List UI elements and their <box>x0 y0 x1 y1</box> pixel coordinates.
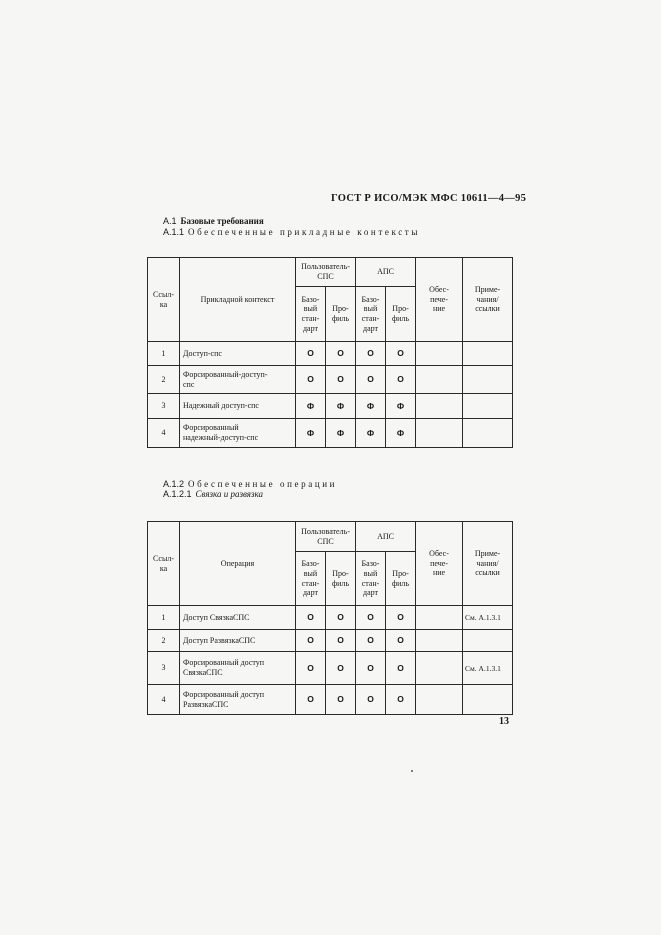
header-name: Прикладной контекст <box>180 258 296 342</box>
cell-value: О <box>386 366 416 394</box>
header-aps: АПС <box>356 258 416 287</box>
application-contexts-table <box>147 257 513 448</box>
table-row <box>148 394 513 419</box>
cell-provision <box>416 419 463 448</box>
cell-ref: 4 <box>148 419 180 448</box>
cell-value: Ф <box>296 394 326 419</box>
cell-value: О <box>326 630 356 652</box>
header-profile: Про- филь <box>326 287 356 342</box>
cell-note: См. А.1.3.1 <box>463 606 513 630</box>
header-notes: Приме- чания/ ссылки <box>463 522 513 606</box>
cell-ref: 2 <box>148 366 180 394</box>
cell-name: Форсированный-доступ- спс <box>180 366 296 394</box>
cell-value: Ф <box>296 419 326 448</box>
cell-note <box>463 685 513 715</box>
header-base-standard: Базо- вый стан- дарт <box>356 552 386 606</box>
cell-name: Доступ РазвязкаСПС <box>180 630 296 652</box>
cell-ref: 1 <box>148 606 180 630</box>
cell-provision <box>416 685 463 715</box>
cell-note <box>463 394 513 419</box>
cell-value: О <box>386 630 416 652</box>
cell-value: О <box>296 652 326 685</box>
header-ref: Ссыл- ка <box>148 522 180 606</box>
table-row <box>148 366 513 394</box>
table-row <box>148 652 513 685</box>
header-notes: Приме- чания/ ссылки <box>463 258 513 342</box>
header-name: Операция <box>180 522 296 606</box>
cell-value: О <box>386 685 416 715</box>
cell-provision <box>416 606 463 630</box>
header-base-standard: Базо- вый стан- дарт <box>296 287 326 342</box>
table-row <box>148 630 513 652</box>
cell-value: О <box>296 606 326 630</box>
section-a1-heading <box>163 216 264 226</box>
header-profile: Про- филь <box>386 287 416 342</box>
page-number: 13 <box>499 716 509 727</box>
scan-speck <box>411 770 413 772</box>
header-ref: Ссыл- ка <box>148 258 180 342</box>
operations-table <box>147 521 513 715</box>
section-number: А.1.2.1 <box>163 489 192 499</box>
section-number: А.1 <box>163 216 177 226</box>
table-header-row <box>148 522 513 552</box>
cell-value: О <box>326 685 356 715</box>
header-base-standard: Базо- вый стан- дарт <box>356 287 386 342</box>
table-row <box>148 606 513 630</box>
cell-value: О <box>356 606 386 630</box>
header-profile: Про- филь <box>326 552 356 606</box>
table-header-row <box>148 258 513 287</box>
section-title: Связка и развязка <box>195 489 263 499</box>
cell-provision <box>416 652 463 685</box>
header-aps: АПС <box>356 522 416 552</box>
cell-value: О <box>356 685 386 715</box>
table-row <box>148 685 513 715</box>
header-base-standard: Базо- вый стан- дарт <box>296 552 326 606</box>
cell-name: Форсированный доступ СвязкаСПС <box>180 652 296 685</box>
cell-provision <box>416 366 463 394</box>
header-profile: Про- филь <box>386 552 416 606</box>
section-a11-heading <box>163 227 420 237</box>
cell-name: Надежный доступ-спс <box>180 394 296 419</box>
section-a12-heading <box>163 479 337 489</box>
cell-ref: 2 <box>148 630 180 652</box>
table-row <box>148 342 513 366</box>
header-provision: Обес- пече- ние <box>416 258 463 342</box>
cell-value: Ф <box>356 394 386 419</box>
cell-value: О <box>356 652 386 685</box>
cell-provision <box>416 342 463 366</box>
cell-value: О <box>326 366 356 394</box>
cell-value: О <box>296 342 326 366</box>
cell-value: О <box>356 342 386 366</box>
cell-value: О <box>326 606 356 630</box>
cell-name: Форсированный надежный-доступ-спс <box>180 419 296 448</box>
table-row <box>148 419 513 448</box>
cell-ref: 3 <box>148 394 180 419</box>
cell-ref: 4 <box>148 685 180 715</box>
cell-value: Ф <box>356 419 386 448</box>
cell-value: Ф <box>326 394 356 419</box>
cell-value: Ф <box>326 419 356 448</box>
cell-note <box>463 630 513 652</box>
section-title: Обеспеченные прикладные контексты <box>188 227 420 237</box>
cell-provision <box>416 630 463 652</box>
cell-value: О <box>356 630 386 652</box>
cell-value: О <box>296 630 326 652</box>
cell-value: О <box>356 366 386 394</box>
cell-value: О <box>296 366 326 394</box>
cell-value: Ф <box>386 419 416 448</box>
cell-name: Доступ СвязкаСПС <box>180 606 296 630</box>
cell-ref: 1 <box>148 342 180 366</box>
cell-note <box>463 419 513 448</box>
cell-value: О <box>386 342 416 366</box>
cell-name: Доступ-спс <box>180 342 296 366</box>
header-provision: Обес- пече- ние <box>416 522 463 606</box>
cell-value: Ф <box>386 394 416 419</box>
cell-provision <box>416 394 463 419</box>
section-a121-heading <box>163 489 263 499</box>
section-title: Обеспеченные операции <box>188 479 338 489</box>
section-number: А.1.2 <box>163 479 185 489</box>
cell-value: О <box>296 685 326 715</box>
header-user-sps: Пользователь- СПС <box>296 522 356 552</box>
cell-value: О <box>386 652 416 685</box>
cell-value: О <box>386 606 416 630</box>
cell-note: См. А.1.3.1 <box>463 652 513 685</box>
cell-note <box>463 342 513 366</box>
section-number: А.1.1 <box>163 227 185 237</box>
document-header: ГОСТ Р ИСО/МЭК МФС 10611—4—95 <box>331 193 527 204</box>
cell-note <box>463 366 513 394</box>
header-user-sps: Пользователь- СПС <box>296 258 356 287</box>
section-title: Базовые требования <box>180 216 264 226</box>
cell-name: Форсированный доступ РазвязкаСПС <box>180 685 296 715</box>
cell-value: О <box>326 652 356 685</box>
cell-ref: 3 <box>148 652 180 685</box>
cell-value: О <box>326 342 356 366</box>
